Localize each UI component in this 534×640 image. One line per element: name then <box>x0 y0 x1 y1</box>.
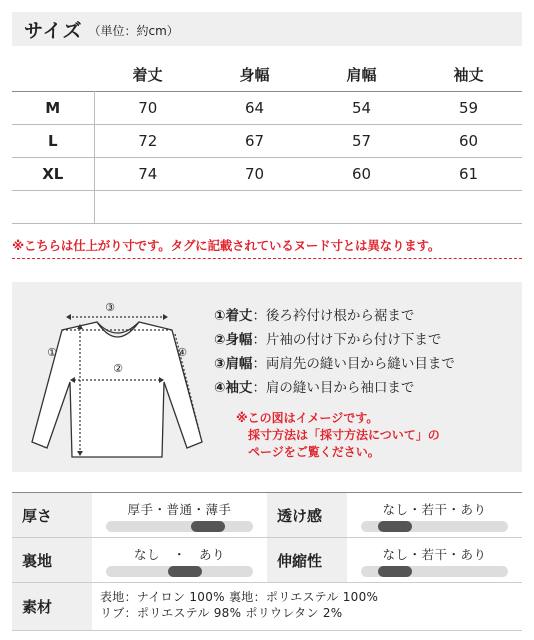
spec-label-thickness: 厚さ <box>12 493 92 537</box>
spec-row <box>12 493 522 538</box>
spec-row <box>12 583 522 631</box>
spec-label-lining: 裏地 <box>12 538 92 582</box>
column-header: 着丈 <box>132 65 163 84</box>
table-cell: 57 <box>351 131 372 150</box>
stretch-scale: なし・若干・あり <box>347 538 522 582</box>
column-header: 袖丈 <box>453 65 484 84</box>
sheer-scale: なし・若干・あり <box>347 493 522 537</box>
table-header-row <box>12 58 522 91</box>
table-cell: 60 <box>458 131 479 150</box>
spec-label-sheer: 透け感 <box>267 493 347 537</box>
legend-item: ②身幅：片袖の付け下から付け下まで <box>214 332 442 348</box>
row-label: XL <box>12 157 94 190</box>
table-row <box>12 124 522 157</box>
size-header <box>12 12 522 46</box>
table-cell: 74 <box>138 164 158 183</box>
table-cell: 70 <box>138 98 158 117</box>
level-indicator <box>191 521 225 532</box>
lining-scale: なし ・ あり <box>92 538 267 582</box>
table-row <box>12 157 522 190</box>
table-row-empty <box>12 190 522 223</box>
measurement-legend <box>214 304 455 400</box>
section-title: サイズ <box>24 19 83 42</box>
legend-item: ④袖丈：肩の縫い目から袖口まで <box>214 380 415 396</box>
table-row <box>12 91 522 124</box>
material-text: 表地：ナイロン 100% 裏地：ポリエステル 100% リブ：ポリエステル 98% ポリウレタン 2% <box>100 590 379 620</box>
marker-1: ① <box>47 346 57 359</box>
marker-2: ② <box>113 362 123 375</box>
size-table <box>12 58 522 224</box>
table-cell: 70 <box>244 164 265 183</box>
measurement-diagram-panel <box>12 282 522 472</box>
table-cell: 67 <box>244 131 265 150</box>
thickness-scale: 厚手・普通・薄手 <box>92 493 267 537</box>
level-indicator <box>168 566 202 577</box>
finished-size-notice: ※こちらは仕上がり寸です。タグに記載されているヌード寸とは異なります。 <box>12 238 441 253</box>
table-cell: 60 <box>351 164 372 183</box>
legend-item: ①着丈：後ろ衿付け根から裾まで <box>214 308 415 324</box>
column-header: 身幅 <box>239 65 270 84</box>
legend-item: ③肩幅：両肩先の縫い目から縫い目まで <box>214 356 455 372</box>
table-cell: 59 <box>458 98 479 117</box>
table-cell: 72 <box>138 131 158 150</box>
spec-table <box>12 492 522 631</box>
marker-4: ④ <box>177 346 187 359</box>
column-header: 肩幅 <box>346 65 377 84</box>
marker-3: ③ <box>105 301 115 314</box>
table-cell: 61 <box>458 164 479 183</box>
spec-row <box>12 538 522 583</box>
spec-label-material: 素材 <box>12 583 92 630</box>
diagram-note: ※この図はイメージです。 採寸方法は「採寸方法について」の ページをご覧ください。 <box>236 411 440 459</box>
table-cell: 54 <box>351 98 372 117</box>
level-indicator <box>378 521 412 532</box>
level-indicator <box>378 566 412 577</box>
unit-label: （単位：約cm） <box>88 24 179 38</box>
shirt-diagram <box>22 292 207 467</box>
table-cell: 64 <box>244 98 265 117</box>
row-label: L <box>12 124 94 157</box>
row-label: M <box>12 91 94 124</box>
notice-divider <box>12 258 522 259</box>
spec-label-stretch: 伸縮性 <box>267 538 347 582</box>
